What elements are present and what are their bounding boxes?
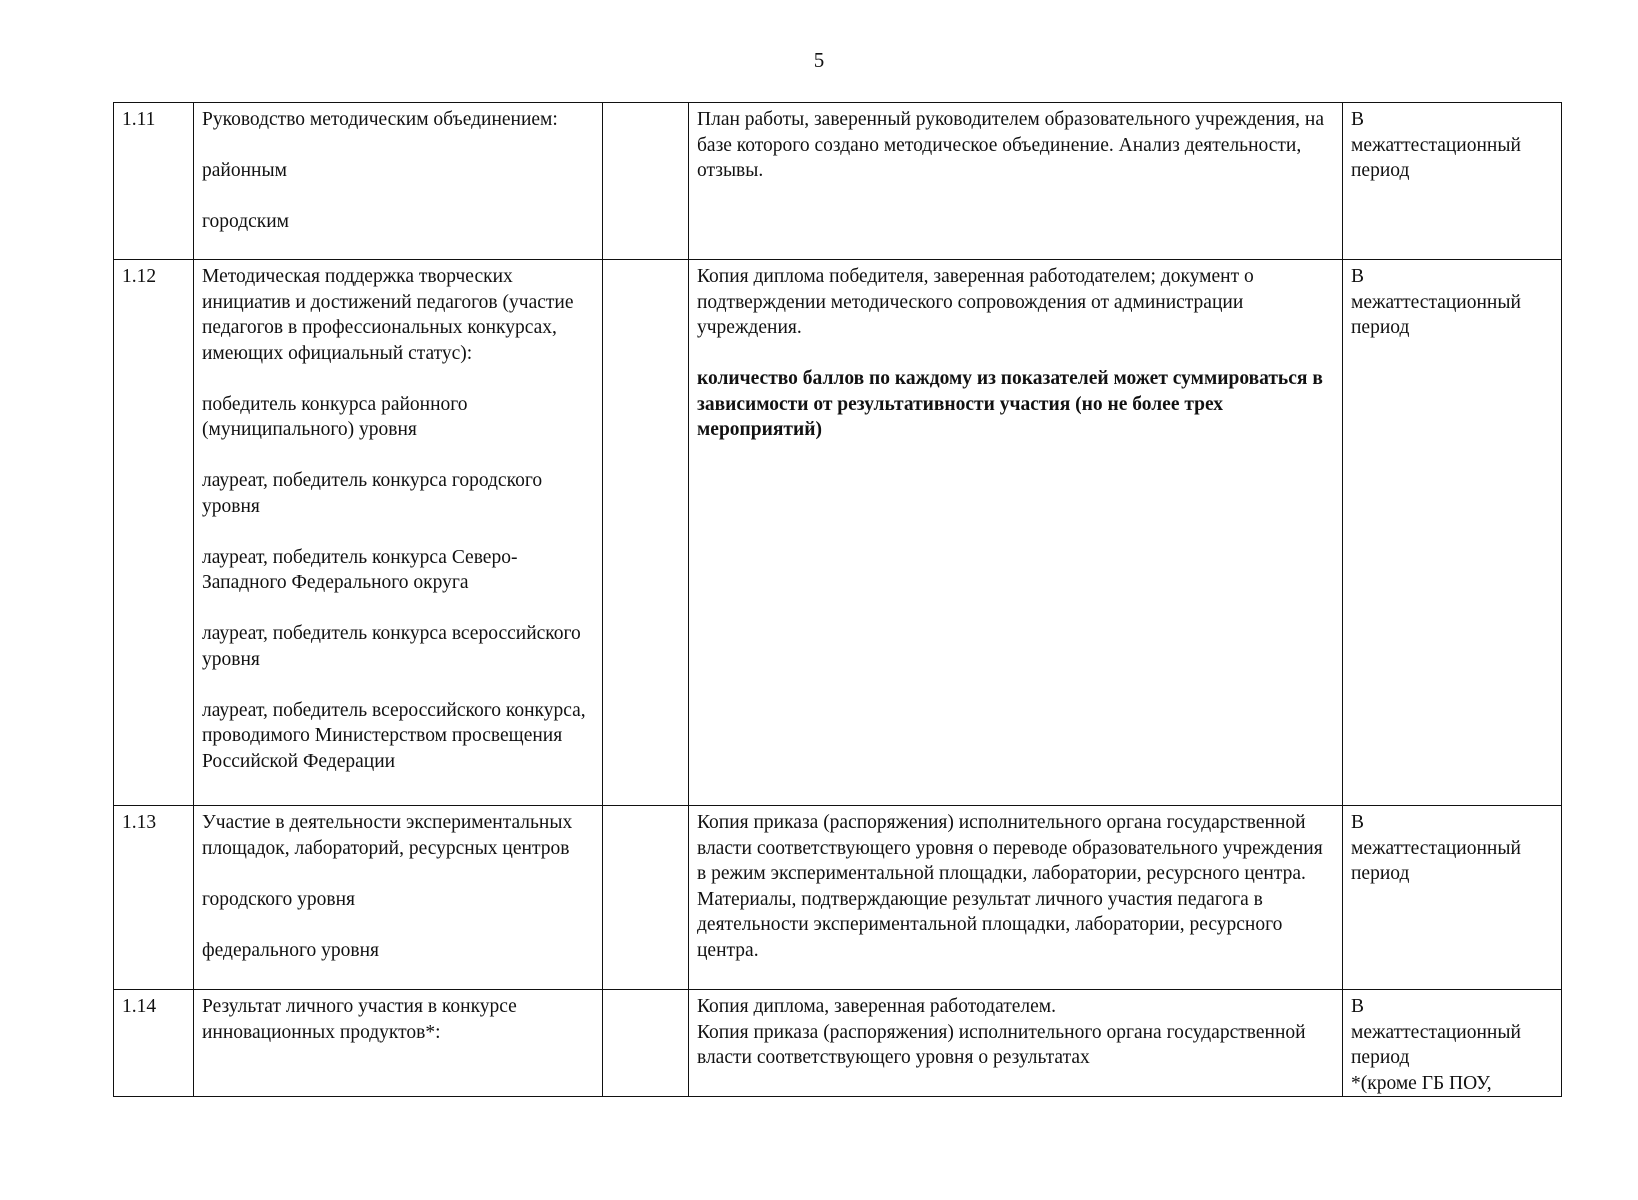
evidence-cell bbox=[689, 806, 1343, 990]
evidence-text: Копия диплома победителя, заверенная работодателем; документ о подтверждении методического сопровождения от администрации учреждения. bbox=[697, 266, 1254, 338]
evidence-text: План работы, заверенный руководителем образовательного учреждения, на базе которого создано методическое объединение. Анализ деятельности, отзывы. bbox=[697, 109, 1324, 181]
row-number: 1.11 bbox=[114, 103, 194, 260]
table-row bbox=[114, 990, 1562, 1097]
points-cell bbox=[603, 103, 689, 260]
criterion-item: районным bbox=[202, 160, 287, 181]
evidence-text: Копия диплома, заверенная работодателем. bbox=[697, 996, 1057, 1017]
row-number: 1.14 bbox=[114, 990, 194, 1097]
criterion-title: Участие в деятельности экспериментальных площадок, лабораторий, ресурсных центров bbox=[202, 812, 573, 859]
period-cell bbox=[1343, 103, 1562, 260]
period-text: В bbox=[1351, 109, 1365, 130]
evidence-note: количество баллов по каждому из показателей может суммироваться в зависимости от результативности участия (но не более трех мероприятий) bbox=[697, 368, 1323, 440]
evidence-text: Копия приказа (распоряжения) исполнительного органа государственной власти соответствующего уровня о переводе образовательного учреждения в режим экспериментальной площадки, лаборатории, ресурсного центра. bbox=[697, 812, 1323, 884]
period-text: В bbox=[1351, 996, 1365, 1017]
period-text: межаттестационный bbox=[1351, 1021, 1521, 1043]
period-text: В bbox=[1351, 266, 1365, 287]
period-text: *(кроме ГБ ПОУ, bbox=[1351, 1072, 1492, 1094]
period-cell bbox=[1343, 990, 1562, 1097]
period-text: межаттестационный bbox=[1351, 134, 1521, 156]
criterion-item: лауреат, победитель конкурса всероссийского уровня bbox=[202, 623, 581, 670]
criterion-title: Методическая поддержка творческих инициатив и достижений педагогов (участие педагогов в профессиональных конкурсах, имеющих официальный статус): bbox=[202, 266, 574, 364]
period-text: период bbox=[1351, 160, 1410, 181]
criteria-table bbox=[113, 102, 1562, 1097]
evidence-cell bbox=[689, 990, 1343, 1097]
criterion-title: Результат личного участия в конкурсе инновационных продуктов*: bbox=[202, 996, 517, 1043]
evidence-text: Материалы, подтверждающие результат личного участия педагога в деятельности экспериментальной площадки, лаборатории, ресурсного центра. bbox=[697, 888, 1283, 961]
row-number: 1.12 bbox=[114, 260, 194, 806]
period-text: период bbox=[1351, 863, 1410, 884]
evidence-text: Копия приказа (распоряжения) исполнительного органа государственной власти соответствующего уровня о результатах bbox=[697, 1021, 1306, 1068]
points-cell bbox=[603, 990, 689, 1097]
criterion-item: городским bbox=[202, 211, 290, 232]
criterion-cell bbox=[194, 990, 603, 1097]
points-cell bbox=[603, 260, 689, 806]
period-text: межаттестационный bbox=[1351, 291, 1521, 313]
criterion-title: Руководство методическим объединением: bbox=[202, 109, 558, 130]
criterion-item: лауреат, победитель конкурса городского уровня bbox=[202, 470, 543, 517]
criterion-item: федерального уровня bbox=[202, 939, 379, 961]
criterion-item: лауреат, победитель конкурса Северо-Западного Федерального округа bbox=[202, 546, 518, 593]
criterion-cell bbox=[194, 260, 603, 806]
page-number: 5 bbox=[813, 48, 825, 72]
points-cell bbox=[603, 806, 689, 990]
criterion-item: городского уровня bbox=[202, 888, 356, 910]
period-text: межаттестационный bbox=[1351, 837, 1521, 859]
evidence-cell bbox=[689, 260, 1343, 806]
table-row bbox=[114, 260, 1562, 806]
period-cell bbox=[1343, 260, 1562, 806]
row-number: 1.13 bbox=[114, 806, 194, 990]
criterion-cell bbox=[194, 103, 603, 260]
criterion-item: лауреат, победитель всероссийского конкурса, проводимого Министерством просвещения Российской Федерации bbox=[202, 699, 586, 772]
evidence-cell bbox=[689, 103, 1343, 260]
period-cell bbox=[1343, 806, 1562, 990]
table-row bbox=[114, 103, 1562, 260]
criterion-item: победитель конкурса районного (муниципального) уровня bbox=[202, 393, 468, 440]
period-text: период bbox=[1351, 1047, 1410, 1068]
criterion-cell bbox=[194, 806, 603, 990]
table-row bbox=[114, 806, 1562, 990]
period-text: В bbox=[1351, 812, 1365, 833]
period-text: период bbox=[1351, 317, 1410, 338]
